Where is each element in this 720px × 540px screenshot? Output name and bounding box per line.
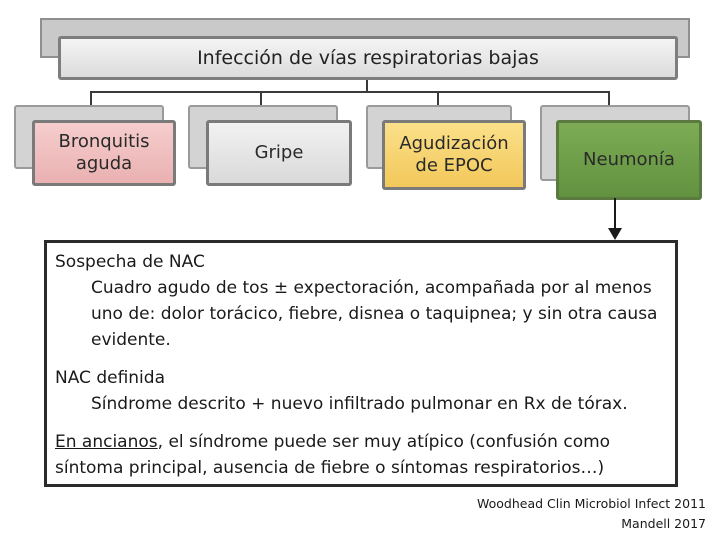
- category-epoc: [382, 120, 526, 190]
- category-label-line: Bronquitis: [58, 131, 150, 152]
- category-label-line: de EPOC: [415, 155, 493, 176]
- category-label-line: Neumonía: [583, 149, 675, 170]
- down-arrow-icon: [606, 198, 624, 242]
- suspected-text: Cuadro agudo de tos ± expectoración, acompañada por al menos uno de: dolor torácico, fiebre, disnea o taquipnea; y sin otra causa evidente.: [91, 278, 658, 350]
- category-neumonia: [556, 120, 702, 200]
- category-bronquitis: [32, 120, 176, 186]
- confirmed-text: Síndrome descrito + nuevo infiltrado pulmonar en Rx de tórax.: [91, 394, 628, 414]
- elderly-note: [55, 429, 667, 481]
- elderly-lead: En ancianos: [55, 432, 158, 452]
- elderly-text: , el síndrome puede ser muy atípico (confusión como síntoma principal, ausencia de fiebre o síntomas respiratorios…): [55, 432, 611, 478]
- connector-horizontal: [90, 91, 610, 93]
- category-gripe: [206, 120, 352, 186]
- reference-2: Mandell 2017: [621, 516, 706, 531]
- suspected-heading: Sospecha de NAC: [55, 252, 205, 272]
- confirmed-heading: NAC definida: [55, 368, 165, 388]
- category-label-line: aguda: [75, 153, 133, 174]
- diagram-title: Infección de vías respiratorias bajas: [197, 47, 539, 69]
- reference-1: Woodhead Clin Microbiol Infect 2011: [476, 496, 706, 511]
- title-box: [58, 36, 678, 80]
- category-label-line: Gripe: [254, 142, 304, 163]
- definition-box: [44, 240, 678, 487]
- category-label-line: Agudización: [399, 133, 509, 154]
